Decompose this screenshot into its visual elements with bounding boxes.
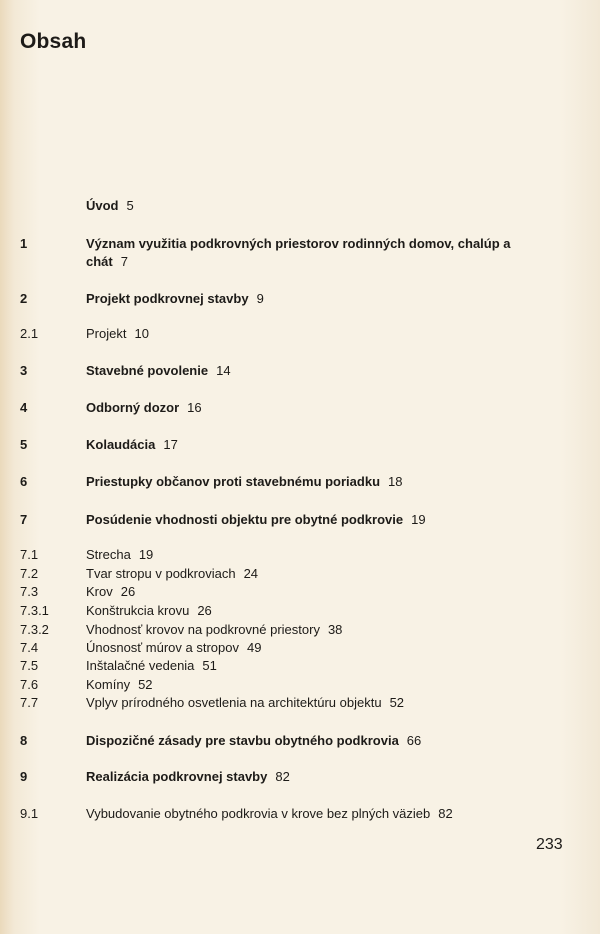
toc-entry-page: 14 (216, 363, 231, 378)
toc-entry-number: 7.3.2 (20, 622, 49, 637)
toc-entry-text (86, 732, 546, 750)
toc-entry-number: 7.3.1 (20, 603, 49, 618)
toc-entry-text (86, 290, 546, 308)
toc-entry-title: Vhodnosť krovov na podkrovné priestory (86, 622, 320, 637)
toc-entry-page: 16 (187, 400, 202, 415)
toc-entry-page: 52 (138, 677, 153, 692)
toc-entry-number: 4 (20, 400, 28, 415)
toc-entry-page: 51 (202, 658, 217, 673)
toc-entry-number: 9.1 (20, 806, 39, 821)
toc-entry-title: Tvar stropu v podkroviach (86, 566, 236, 581)
toc-entry-title: Kolaudácia (86, 437, 156, 452)
toc-entry-title: Úvod (86, 198, 119, 213)
toc-entry-page: 26 (120, 584, 136, 599)
toc-entry-text (86, 602, 546, 620)
toc-entry-page: 18 (388, 474, 403, 489)
toc-entry-title: Krov (86, 584, 113, 599)
toc-entry-number: 7.7 (20, 695, 39, 710)
toc-entry-page: 7 (120, 254, 128, 269)
toc-entry-number: 1 (20, 236, 28, 251)
toc-entry-page: 19 (411, 512, 426, 527)
toc-entry-page: 49 (247, 640, 262, 655)
toc-entry-title: Význam využitia podkrovných priestorov rodinných domov, chalúp a chát (86, 236, 511, 269)
toc-entry-number: 7.5 (20, 658, 39, 673)
toc-entry-title: Komíny (86, 677, 131, 692)
toc-entry-title: Únosnosť múrov a stropov (86, 640, 239, 655)
toc-entry-page: 52 (389, 695, 405, 710)
toc-entry-number: 7.1 (20, 547, 39, 562)
toc-entry-text (86, 473, 546, 491)
toc-entry-text (86, 621, 546, 639)
toc-entry-number: 7.6 (20, 677, 39, 692)
toc-entry-page: 38 (327, 622, 343, 637)
toc-entry-title: Vplyv prírodného osvetlenia na architektúru objektu (86, 695, 382, 710)
toc-entry-text (86, 805, 546, 823)
toc-entry-text (86, 565, 546, 583)
toc-entry-title: Projekt podkrovnej stavby (86, 291, 249, 306)
toc-entry-title: Inštalačné vedenia (86, 658, 195, 673)
toc-entry-title: Vybudovanie obytného podkrovia v krove bez plných väzieb (86, 806, 431, 821)
toc-entry-text (86, 768, 546, 786)
toc-entry-text (86, 235, 546, 271)
page-number: 233 (536, 836, 563, 853)
page-title: Obsah (20, 30, 87, 53)
toc-entry-number: 8 (20, 733, 28, 748)
toc-entry-title: Projekt (86, 326, 127, 341)
toc-entry-title: Odborný dozor (86, 400, 180, 415)
toc-entry-title: Priestupky občanov proti stavebnému poriadku (86, 474, 381, 489)
toc-entry-page: 26 (197, 603, 212, 618)
toc-entry-text (86, 657, 546, 675)
toc-entry-page: 5 (126, 198, 134, 213)
toc-entry-text (86, 676, 546, 694)
toc-entry-text (86, 399, 546, 417)
toc-entry-page: 10 (134, 326, 149, 341)
toc-entry-number: 2 (20, 291, 28, 306)
toc-entry-number: 2.1 (20, 326, 39, 341)
toc-entry-title: Posúdenie vhodnosti objektu pre obytné podkrovie (86, 512, 404, 527)
toc-entry-text (86, 362, 546, 380)
toc-entry-number: 6 (20, 474, 28, 489)
toc-entry-title: Dispozičné zásady pre stavbu obytného podkrovia (86, 733, 399, 748)
toc-entry-number: 7.2 (20, 566, 39, 581)
toc-entry-page: 17 (163, 437, 178, 452)
toc-entry-number: 7.3 (20, 584, 39, 599)
toc-entry-number: 9 (20, 769, 28, 784)
toc-entry-text (86, 583, 546, 601)
toc-entry-page: 24 (243, 566, 259, 581)
toc-entry-text (86, 511, 546, 529)
toc-entry-text (86, 694, 546, 712)
toc-entry-number: 7.4 (20, 640, 39, 655)
toc-entry-title: Realizácia podkrovnej stavby (86, 769, 268, 784)
toc-entry-page: 82 (438, 806, 453, 821)
toc-entry-text (86, 639, 546, 657)
toc-entry-page: 19 (138, 547, 154, 562)
toc-entry-number: 3 (20, 363, 28, 378)
toc-entry-title: Konštrukcia krovu (86, 603, 190, 618)
toc-entry-number: 5 (20, 437, 28, 452)
toc-entry-page: 66 (406, 733, 422, 748)
toc-entry-page: 82 (275, 769, 290, 784)
toc-entry-text (86, 197, 546, 215)
toc-entry-title: Stavebné povolenie (86, 363, 209, 378)
toc-entry-page: 9 (256, 291, 264, 306)
toc-entry-title: Strecha (86, 547, 131, 562)
toc-entry-number: 7 (20, 512, 28, 527)
toc-entry-text (86, 436, 546, 454)
toc-entry-text (86, 325, 546, 343)
toc-entry-text (86, 546, 546, 564)
